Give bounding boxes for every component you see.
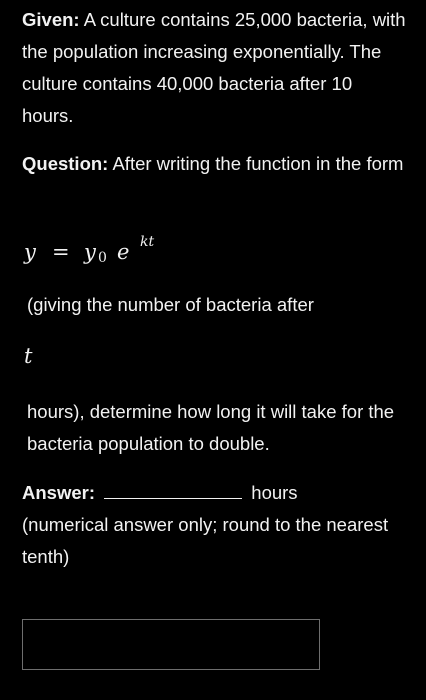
given-text: A culture contains 25,000 bacteria, with the population increasing exponentially. The culture contains 40,000 bacteria after 10 hours.	[22, 9, 406, 126]
answer-label: Answer:	[22, 482, 95, 503]
parenthetical-text: (giving the number of bacteria after	[27, 294, 314, 315]
answer-paragraph	[22, 476, 408, 573]
question-text: After writing the function in the form	[108, 153, 404, 174]
given-label: Given:	[22, 9, 80, 30]
formula-y: y	[24, 240, 36, 264]
formula-e: e	[117, 240, 130, 264]
formula-subscript: 0	[98, 250, 107, 266]
formula-equals: =	[52, 240, 70, 264]
question-label: Question:	[22, 153, 109, 174]
answer-note: (numerical answer only; round to the nearest tenth)	[22, 514, 389, 567]
question-continuation: hours), determine how long it will take for the bacteria population to double.	[27, 401, 395, 454]
formula-y0: y	[84, 240, 96, 264]
question-paragraph	[22, 148, 408, 180]
answer-unit: hours	[251, 482, 298, 503]
formula-exponent: kt	[140, 234, 155, 250]
answer-blank	[104, 476, 242, 499]
time-variable: t	[24, 344, 33, 368]
given-paragraph	[22, 4, 408, 132]
answer-input-box[interactable]	[22, 619, 320, 670]
answer-input[interactable]	[23, 620, 319, 669]
